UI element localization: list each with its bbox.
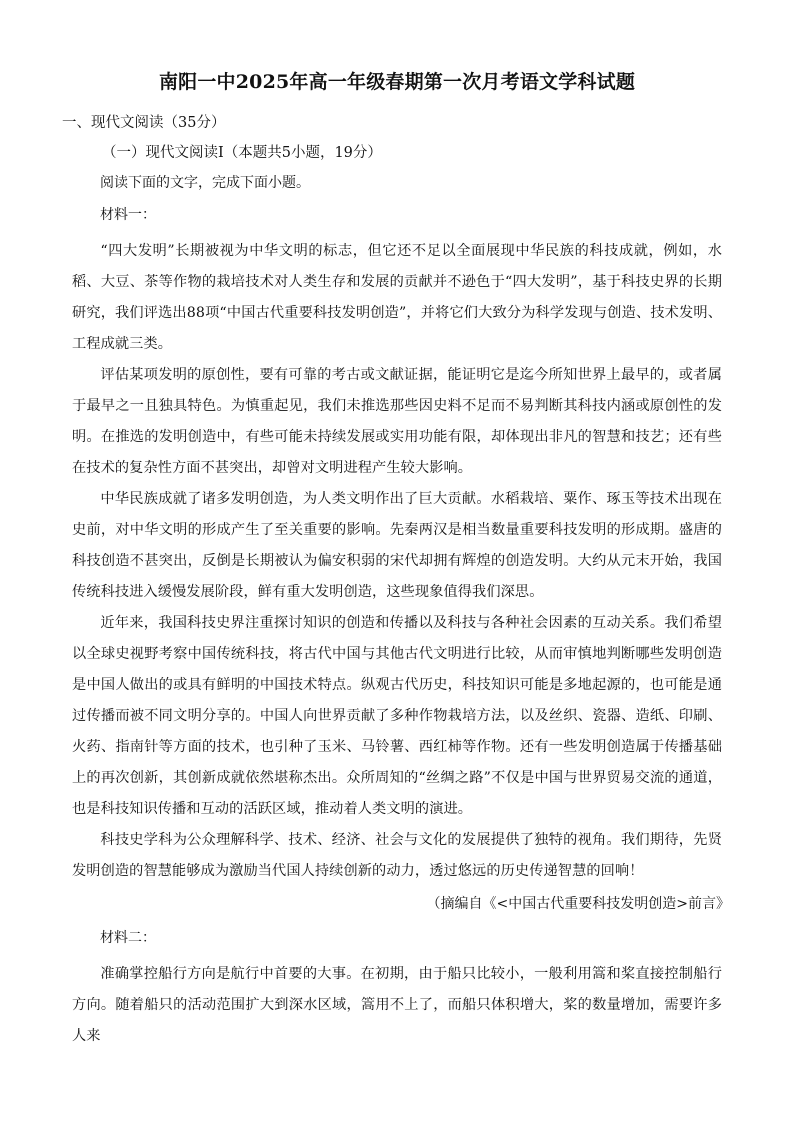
material-1-paragraph: 中华民族成就了诸多发明创造，为人类文明作出了巨大贡献。水稻栽培、粟作、琢玉等技术出现在史前，对中华文明的形成产生了至关重要的影响。先秦两汉是相当数量重要科技发明的形成期。盛唐的科技创造不甚突出，反倒是长期被认为偏安积弱的宋代却拥有辉煌的创造发明。大约从元末开始，我国传统科技进入缓慢发展阶段，鲜有重大发明创造，这些现象值得我们深思。	[72, 491, 722, 600]
material-1-paragraph: 近年来，我国科技史界注重探讨知识的创造和传播以及科技与各种社会因素的互动关系。我们希望以全球史视野考察中国传统科技，将古代中国与其他古代文明进行比较，从而审慎地判断哪些发明创造是中国人做出的或具有鲜明的中国技术特点。纵观古代历史，科技知识可能是多地起源的，也可能是通过传播而被不同文明分享的。中国人向世界贡献了多种作物栽培方法，以及丝织、瓷器、造纸、印刷、火药、指南针等方面的技术，也引种了玉米、马铃薯、西红柿等作物。还有一些发明创造属于传播基础上的再次创新，其创新成就依然堪称杰出。众所周知的“丝绸之路”不仅是中国与世界贸易交流的通道，也是科技知识传播和互动的活跃区域，推动着人类文明的演进。	[72, 615, 722, 817]
exam-title: 南阳一中2025年高一年级春期第一次月考语文学科试题	[158, 71, 636, 93]
material-2-label: 材料二：	[100, 930, 156, 946]
section-heading: 一、现代文阅读（35分）	[62, 115, 226, 131]
material-1-label: 材料一：	[100, 207, 156, 223]
exam-page	[62, 68, 730, 1052]
subsection-heading: （一）现代文阅读Ⅰ（本题共5小题，19分）	[102, 145, 382, 161]
material-1-paragraph: 评估某项发明的原创性，要有可靠的考古或文献证据，能证明它是迄今所知世界上最早的，或者属于最早之一且独具特色。为慎重起见，我们未推选那些因史料不足而不易判断其科技内涵或原创性的发明。在推选的发明创造中，有些可能未持续发展或实用功能有限，却体现出非凡的智慧和技艺；还有些在技术的复杂性方面不甚突出，却曾对文明进程产生较大影响。	[72, 367, 722, 476]
reading-instruction: 阅读下面的文字，完成下面小题。	[100, 175, 310, 191]
material-2-paragraph: 准确掌控船行方向是航行中首要的大事。在初期，由于船只比较小，一般利用篙和桨直接控制船行方向。随着船只的活动范围扩大到深水区域，篙用不上了，而船只体积增大，桨的数量增加，需要许多人来	[72, 966, 722, 1044]
material-1-source: （摘编自《<中国古代重要科技发明创造>前言》	[426, 896, 730, 912]
material-1-paragraph: 科技史学科为公众理解科学、技术、经济、社会与文化的发展提供了独特的视角。我们期待，先贤发明创造的智慧能够成为激励当代国人持续创新的动力，透过悠远的历史传递智慧的回响！	[72, 832, 722, 879]
material-1-paragraph: “四大发明”长期被视为中华文明的标志，但它还不足以全面展现中华民族的科技成就，例如，水稻、大豆、茶等作物的栽培技术对人类生存和发展的贡献并不逊色于“四大发明”，基于科技史界的长期研究，我们评选出88项“中国古代重要科技发明创造”，并将它们大致分为科学发现与创造、技术发明、工程成就三类。	[72, 243, 722, 352]
